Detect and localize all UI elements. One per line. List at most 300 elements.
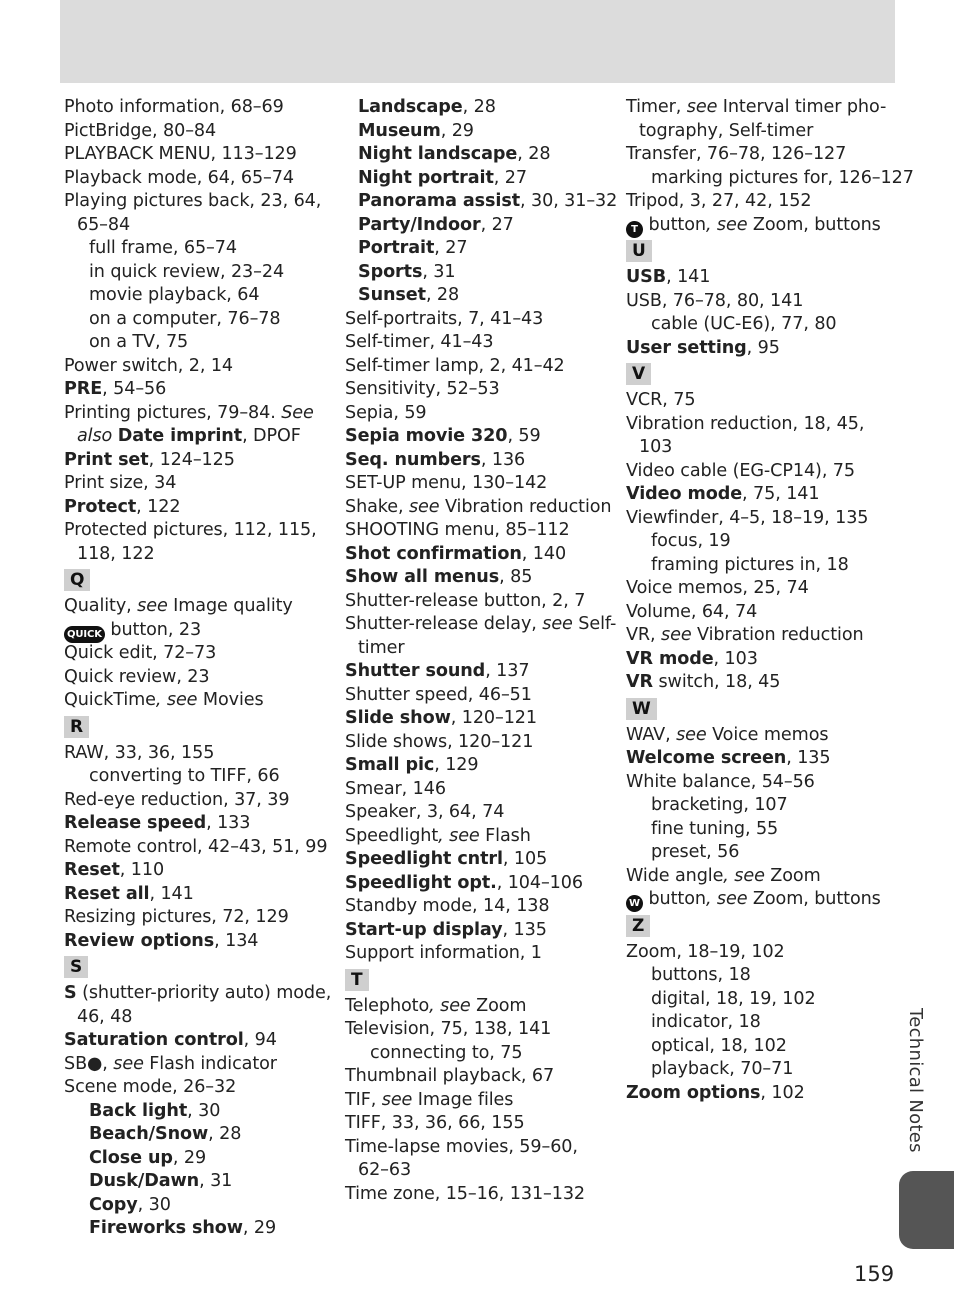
entry-text: Smear, 146 [345, 778, 446, 799]
entry-text: , 29 [172, 1147, 207, 1168]
index-entry [345, 1183, 620, 1207]
index-entry [64, 930, 334, 954]
entry-text: Standby mode, 14, 138 [345, 896, 550, 916]
entry-text: timer [358, 637, 405, 658]
index-letter-heading [626, 695, 896, 724]
entry-text: , 134 [214, 930, 259, 951]
entry-text: PictBridge, 80–84 [64, 120, 217, 141]
entry-text: indicator, 18 [651, 1012, 761, 1032]
entry-text: , 28 [208, 1124, 242, 1144]
entry-text: see [113, 1053, 144, 1074]
index-entry [64, 355, 334, 379]
entry-term: Review options [64, 930, 215, 951]
index-entry [345, 1136, 620, 1160]
button-glyph-icon: T [626, 221, 643, 238]
index-entry [345, 895, 620, 919]
entry-term: Seq. numbers [345, 449, 481, 470]
entry-text: button, 23 [104, 619, 202, 640]
entry-text: 118, 122 [77, 543, 155, 564]
entry-text: Playback mode, 64, 65–74 [64, 167, 294, 188]
entry-text: , 129 [434, 755, 479, 775]
entry-term: Reset all [64, 883, 150, 904]
index-letter-heading [626, 237, 896, 266]
entry-text: button [643, 889, 706, 909]
index-entry [64, 883, 334, 907]
entry-term: Museum [358, 120, 441, 141]
entry-text: Self-timer lamp, 2, 41–42 [345, 355, 565, 376]
index-entry [64, 619, 334, 643]
entry-term: Fireworks show [89, 1218, 243, 1238]
index-entry [64, 331, 334, 355]
index-column-3 [626, 96, 914, 1105]
entry-text: , 27 [480, 214, 514, 235]
index-entry [345, 637, 620, 661]
entry-text: , 136 [480, 449, 526, 470]
entry-text: Resizing pictures, 72, 129 [64, 907, 289, 927]
index-entry [626, 1035, 896, 1059]
entry-text: Time-lapse movies, 59–60, [345, 1136, 578, 1157]
entry-term: Night landscape [358, 144, 518, 164]
index-entry [345, 684, 620, 708]
button-glyph-icon: QUICK [64, 626, 105, 643]
entry-text: Wide angle [626, 865, 724, 886]
entry-text: connecting to, 75 [370, 1042, 523, 1063]
index-letter-heading [626, 360, 896, 389]
entry-text: , 29 [440, 120, 474, 141]
index-entry [626, 389, 896, 413]
index-entry [64, 1029, 334, 1053]
entry-text: converting to TIFF, 66 [89, 766, 280, 786]
entry-text: in quick review, 23–24 [89, 261, 285, 282]
entry-text: Timer, [626, 97, 687, 117]
entry-text: Shake, [345, 496, 409, 517]
entry-text: , 141 [149, 883, 194, 904]
entry-text: , 31 [422, 261, 456, 282]
index-entry [626, 941, 896, 965]
entry-text: , 133 [206, 813, 251, 833]
index-entry [64, 96, 334, 120]
entry-text: also [77, 426, 113, 446]
entry-term: Sepia movie 320 [345, 426, 508, 446]
entry-text: , see [438, 825, 480, 846]
entry-text: switch, 18, 45 [652, 672, 781, 692]
entry-text: Support information, 1 [345, 943, 542, 963]
entry-text: Tripod, 3, 27, 42, 152 [626, 191, 812, 211]
entry-text: Shutter-release delay, [345, 614, 543, 634]
index-entry [626, 671, 896, 695]
entry-text: Printing pictures, 79–84. [64, 402, 282, 423]
entry-term: Sunset [358, 285, 426, 305]
entry-term: Print set [64, 449, 149, 470]
index-entry [64, 642, 334, 666]
index-entry [626, 290, 896, 314]
index-entry [626, 266, 896, 290]
index-column-1 [64, 96, 334, 1241]
entry-term: Speedlight opt. [345, 872, 497, 893]
entry-term: Copy [89, 1194, 138, 1215]
entry-text: TIFF, 33, 36, 66, 155 [345, 1113, 525, 1133]
entry-text: , see [723, 865, 765, 886]
letter-badge: W [626, 698, 657, 720]
entry-term: Welcome screen [626, 748, 787, 768]
index-entry [345, 237, 620, 261]
entry-text: see [661, 625, 692, 645]
entry-text: Vibration reduction [691, 625, 864, 645]
entry-text: Voice memos [706, 724, 829, 745]
entry-text: Self- [572, 614, 617, 634]
entry-text: Remote control, 42–43, 51, 99 [64, 836, 328, 857]
index-entry [345, 331, 620, 355]
entry-text: , 28 [425, 285, 460, 305]
entry-text: Vibration reduction, 18, 45, [626, 413, 865, 434]
entry-text: Sensitivity, 52–53 [345, 379, 500, 399]
index-entry [626, 530, 896, 554]
index-entry [626, 577, 896, 601]
entry-text: Transfer, 76–78, 126–127 [626, 144, 847, 164]
entry-text: Image files [412, 1089, 514, 1110]
entry-text: Movies [197, 690, 264, 710]
entry-text: Photo information, 68–69 [64, 97, 284, 117]
entry-text: Image quality [167, 596, 293, 616]
index-entry [626, 120, 896, 144]
entry-text: Quality, [64, 596, 138, 616]
entry-text: , 110 [119, 860, 165, 880]
entry-term: Small pic [345, 755, 435, 775]
index-entry [64, 120, 334, 144]
entry-text: Voice memos, 25, 74 [626, 578, 809, 598]
index-entry [626, 313, 896, 337]
entry-text: , 30 [187, 1100, 221, 1121]
entry-text: , 30, 31–32 [520, 191, 618, 211]
index-entry [64, 284, 334, 308]
index-entry [345, 472, 620, 496]
entry-text: Power switch, 2, 14 [64, 355, 234, 376]
entry-text: Time zone, 15–16, 131–132 [345, 1183, 586, 1204]
entry-text: QuickTime [64, 690, 156, 710]
entry-text: See [281, 402, 314, 423]
section-side-label: Technical Notes [905, 1008, 926, 1153]
index-letter-heading [626, 912, 896, 941]
index-entry [345, 1042, 620, 1066]
index-entry [64, 789, 334, 813]
index-entry [64, 519, 334, 543]
entry-text: , 105 [502, 849, 548, 869]
index-entry [345, 190, 620, 214]
index-entry [345, 566, 620, 590]
entry-text: RAW, 33, 36, 155 [64, 742, 215, 763]
index-entry [626, 167, 914, 191]
entry-text: Zoom [764, 865, 821, 886]
entry-term: Close up [89, 1147, 173, 1168]
section-thumb-tab [899, 1171, 954, 1249]
entry-term: Portrait [358, 238, 435, 258]
entry-term: Landscape [358, 97, 463, 117]
entry-term: Shot confirmation [345, 543, 522, 564]
index-entry [64, 982, 334, 1006]
entry-text: tography, Self-timer [639, 120, 814, 141]
entry-term: Sports [358, 261, 423, 282]
entry-term: Show all menus [345, 567, 500, 587]
entry-text: 103 [639, 437, 673, 457]
index-entry [64, 836, 334, 860]
index-entry [345, 1018, 620, 1042]
entry-term: Saturation control [64, 1030, 244, 1050]
letter-badge: S [64, 956, 88, 978]
entry-text: Playing pictures back, 23, 64, [64, 191, 322, 211]
index-entry [345, 1159, 620, 1183]
index-entry [64, 1194, 334, 1218]
entry-term: Slide show [345, 708, 451, 728]
entry-text: Shutter-release button, 2, 7 [345, 590, 586, 611]
entry-term: USB [626, 267, 667, 287]
index-entry [345, 214, 620, 238]
entry-text: Video cable (EG-CP14), 75 [626, 460, 855, 481]
index-entry [345, 378, 620, 402]
letter-badge: T [345, 969, 369, 991]
index-entry [626, 1082, 896, 1106]
index-entry [345, 96, 620, 120]
entry-term: Back light [89, 1100, 188, 1121]
index-entry [64, 167, 334, 191]
letter-badge: Z [626, 915, 650, 937]
index-entry [345, 801, 620, 825]
entry-text: optical, 18, 102 [651, 1035, 787, 1056]
index-entry [626, 818, 896, 842]
index-entry [626, 143, 896, 167]
index-entry [626, 964, 896, 988]
entry-text: , see [705, 214, 748, 235]
index-entry [64, 765, 334, 789]
index-entry [626, 460, 896, 484]
index-entry [345, 731, 620, 755]
entry-text: fine tuning, 55 [651, 818, 779, 839]
entry-term: Party/Indoor [358, 214, 481, 235]
entry-text: on a TV, 75 [89, 332, 189, 352]
entry-text: marking pictures for, 126–127 [651, 167, 914, 188]
entry-term: Start-up display [345, 919, 503, 940]
entry-text: Zoom, buttons [747, 889, 881, 909]
index-entry [626, 554, 896, 578]
index-entry [626, 747, 896, 771]
entry-text: Sepia, 59 [345, 402, 427, 423]
entry-text: Protected pictures, 112, 115, [64, 520, 317, 540]
index-entry [345, 120, 620, 144]
entry-text: Interval timer pho- [717, 97, 887, 117]
entry-text: , 28 [517, 144, 551, 164]
index-entry [345, 848, 620, 872]
entry-term: Shutter sound [345, 661, 486, 681]
entry-term: Video mode [626, 484, 743, 504]
entry-text: , 135 [502, 919, 547, 940]
entry-text: , 124–125 [148, 449, 235, 470]
entry-term: Protect [64, 496, 137, 517]
entry-term: User setting [626, 337, 747, 358]
entry-text: Flash indicator [143, 1053, 277, 1074]
index-entry [626, 1011, 896, 1035]
entry-text: Print size, 34 [64, 473, 177, 493]
entry-text: Zoom [470, 995, 527, 1016]
entry-text: Television, 75, 138, 141 [345, 1019, 552, 1039]
letter-badge: V [626, 363, 651, 385]
entry-text: , 29 [242, 1218, 277, 1238]
header-band [60, 0, 895, 83]
entry-text: 46, 48 [77, 1006, 133, 1027]
index-entry [64, 425, 334, 449]
index-entry [345, 1065, 620, 1089]
entry-text: , 54–56 [102, 379, 167, 399]
index-entry [64, 214, 334, 238]
entry-term: VR mode [626, 648, 714, 669]
entry-text: White balance, 54–56 [626, 771, 815, 792]
index-entry [626, 436, 896, 460]
entry-text: Zoom, buttons [747, 214, 881, 235]
index-entry [64, 906, 334, 930]
entry-text: , 85 [499, 567, 533, 587]
index-letter-heading [64, 713, 334, 742]
index-entry [345, 308, 620, 332]
index-entry [345, 496, 620, 520]
entry-text: see [381, 1089, 413, 1110]
index-entry [626, 794, 896, 818]
index-entry [64, 496, 334, 520]
entry-text: , see [429, 995, 471, 1016]
index-entry [64, 666, 334, 690]
entry-term: S [64, 983, 77, 1003]
letter-badge: R [64, 716, 89, 738]
entry-text: , see [705, 889, 748, 909]
entry-text: , 28 [462, 97, 496, 117]
entry-text: see [137, 596, 168, 616]
entry-text: , see [155, 690, 198, 710]
index-entry [64, 689, 334, 713]
index-entry [626, 988, 896, 1012]
entry-text: , 103 [713, 648, 758, 669]
entry-text: full frame, 65–74 [89, 238, 237, 258]
entry-term: Panorama assist [358, 191, 521, 211]
index-entry [64, 402, 334, 426]
index-entry [64, 261, 334, 285]
entry-term: Night portrait [358, 167, 494, 188]
index-entry [345, 1089, 620, 1113]
index-entry [345, 449, 620, 473]
entry-text: cable (UC-E6), 77, 80 [651, 314, 837, 334]
index-entry [64, 1100, 334, 1124]
entry-term: Release speed [64, 813, 207, 833]
entry-text: bracketing, 107 [651, 795, 788, 815]
entry-text: (shutter-priority auto) mode, [76, 983, 332, 1003]
index-entry [345, 1112, 620, 1136]
index-entry [345, 425, 620, 449]
index-column-2 [345, 96, 620, 1206]
index-entry [626, 771, 896, 795]
index-entry [64, 237, 334, 261]
index-entry [626, 483, 896, 507]
entry-text: Slide shows, 120–121 [345, 731, 534, 752]
entry-text: , 95 [746, 337, 780, 358]
letter-badge: U [626, 240, 652, 262]
letter-badge: Q [64, 569, 90, 591]
entry-text: on a computer, 76–78 [89, 308, 281, 329]
index-entry [64, 472, 334, 496]
entry-text: Self-portraits, 7, 41–43 [345, 308, 544, 329]
entry-text: Shutter speed, 46–51 [345, 684, 532, 705]
entry-text: Volume, 64, 74 [626, 601, 758, 622]
index-entry [345, 355, 620, 379]
entry-text: , 120–121 [450, 708, 537, 728]
entry-text: VR, [626, 625, 662, 645]
entry-text: , 30 [137, 1194, 171, 1215]
index-entry [64, 543, 334, 567]
entry-text: Quick review, 23 [64, 666, 210, 687]
index-entry [626, 214, 896, 238]
index-entry [345, 919, 620, 943]
index-entry [345, 778, 620, 802]
index-entry [626, 624, 896, 648]
entry-text: playback, 70–71 [651, 1059, 794, 1079]
index-entry [345, 284, 620, 308]
entry-text: , 140 [521, 543, 567, 564]
index-letter-heading [64, 953, 334, 982]
index-entry [64, 595, 334, 619]
index-entry [626, 724, 896, 748]
entry-text: framing pictures in, 18 [651, 554, 849, 575]
entry-text: , 104–106 [496, 872, 583, 893]
index-entry [626, 648, 896, 672]
index-entry [345, 519, 620, 543]
index-entry [345, 942, 620, 966]
entry-text: , 135 [786, 748, 831, 768]
index-entry [64, 378, 334, 402]
entry-text: see [676, 724, 707, 745]
button-glyph-icon: W [626, 895, 643, 912]
entry-text: , DPOF [242, 426, 301, 446]
entry-text: , 75, 141 [742, 484, 820, 504]
entry-term: Reset [64, 860, 120, 880]
entry-text: VCR, 75 [626, 390, 696, 410]
index-entry [64, 143, 334, 167]
index-entry [345, 995, 620, 1019]
index-entry [626, 190, 896, 214]
index-entry [64, 190, 334, 214]
index-entry [626, 1058, 896, 1082]
index-entry [345, 543, 620, 567]
index-entry [626, 337, 896, 361]
entry-term: Date imprint [117, 426, 243, 446]
index-letter-heading [64, 566, 334, 595]
entry-text: , 141 [666, 267, 711, 287]
entry-text: Zoom, 18–19, 102 [626, 941, 785, 962]
entry-text: Thumbnail playback, 67 [345, 1066, 555, 1086]
index-entry [64, 742, 334, 766]
index-entry [345, 872, 620, 896]
index-entry [345, 402, 620, 426]
entry-text: Red-eye reduction, 37, 39 [64, 789, 290, 810]
index-entry [64, 859, 334, 883]
entry-text: SET-UP menu, 130–142 [345, 473, 548, 493]
index-entry [64, 1123, 334, 1147]
entry-text: Quick edit, 72–73 [64, 643, 217, 663]
entry-term: Speedlight cntrl [345, 849, 503, 869]
index-entry [64, 1076, 334, 1100]
entry-term: VR [626, 672, 653, 692]
index-entry [64, 1217, 334, 1241]
index-entry [345, 167, 620, 191]
index-entry [64, 812, 334, 836]
entry-text: Scene mode, 26–32 [64, 1077, 237, 1097]
entry-text: buttons, 18 [651, 965, 751, 985]
index-entry [345, 660, 620, 684]
index-entry [626, 865, 896, 889]
